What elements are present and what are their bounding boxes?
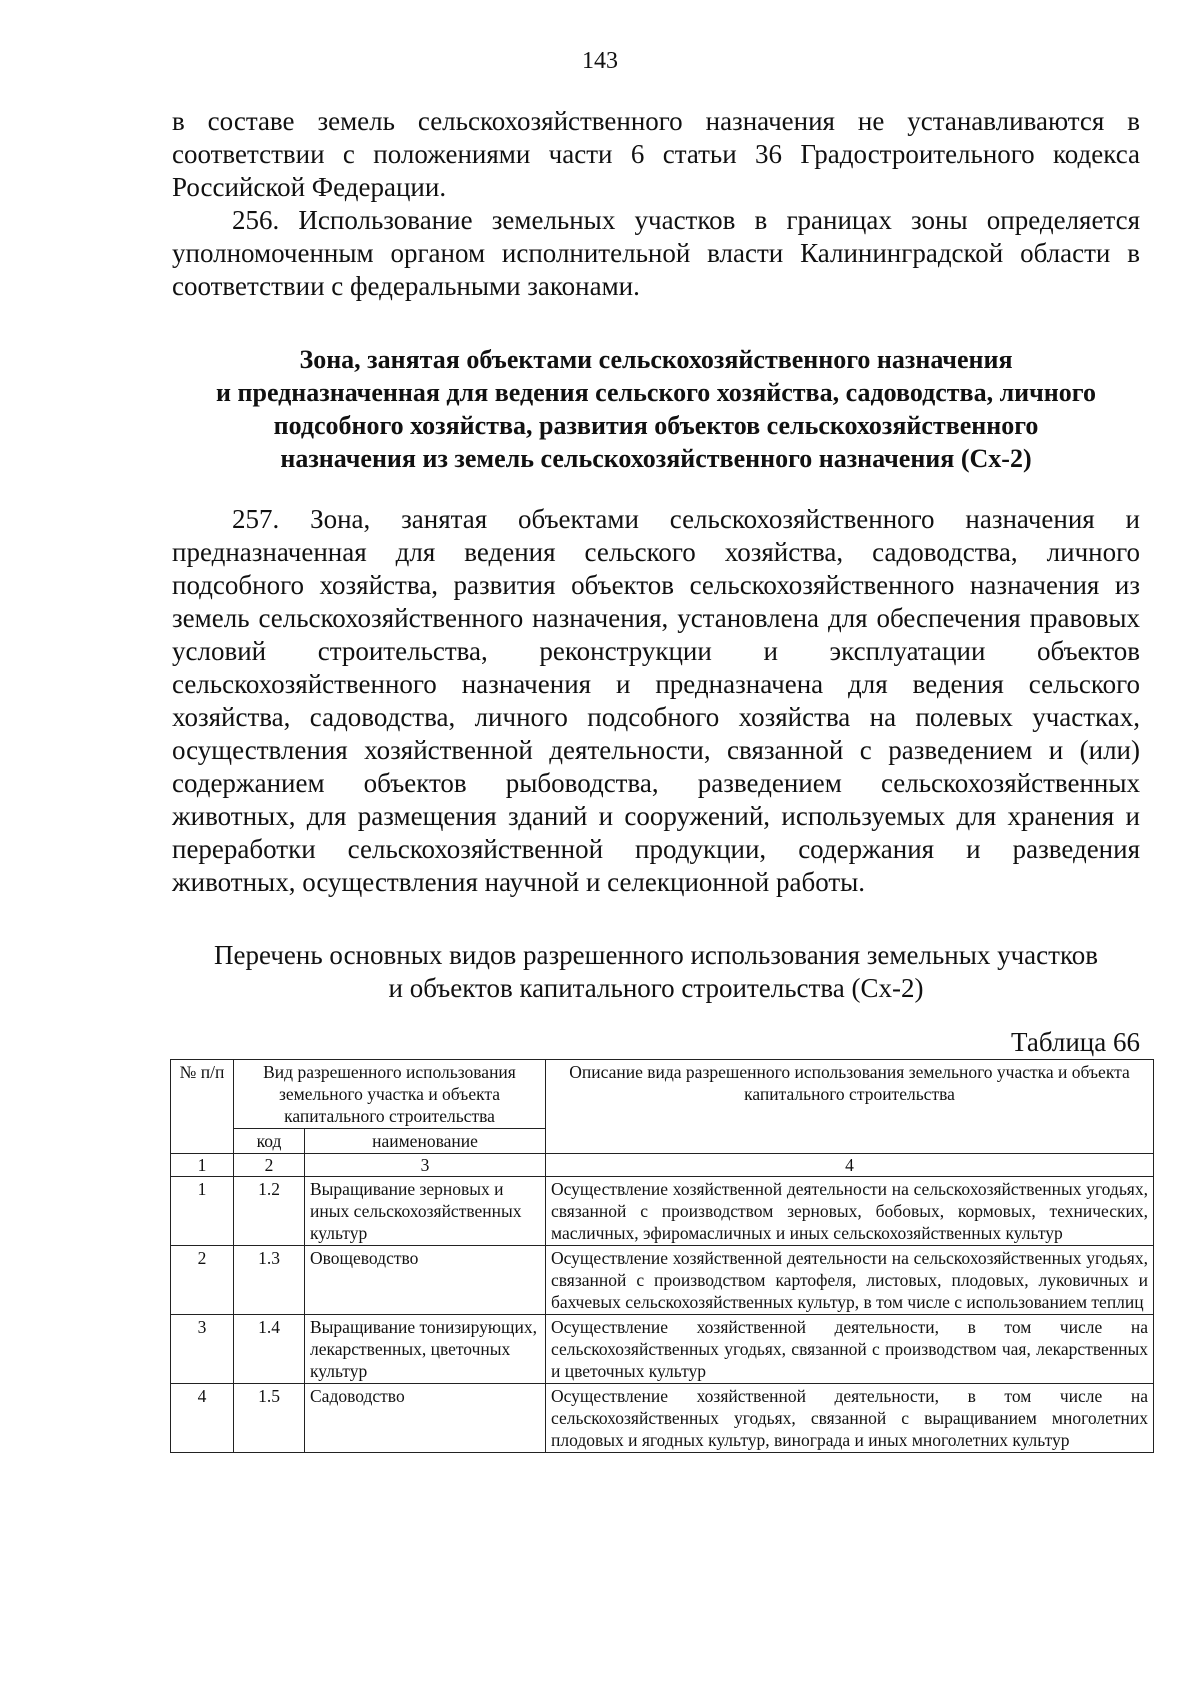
land-use-table <box>170 1059 1154 1453</box>
row-name: Выращивание зерновых и иных сельскохозяйственных культур <box>305 1177 546 1246</box>
header-description: Описание вида разрешенного использования земельного участка и объекта капитального строительства <box>546 1060 1154 1154</box>
paragraph-continuation: в составе земель сельскохозяйственного назначения не устанавливаются в соответствии с положениями части 6 статьи 36 Градостроительного кодекса Российской Федерации. <box>172 106 1140 202</box>
column-number: 1 <box>171 1154 234 1177</box>
row-num: 1 <box>171 1177 234 1246</box>
list-title-line: и объектов капитального строительства (Сх-2) <box>388 973 924 1003</box>
row-num: 4 <box>171 1384 234 1453</box>
column-number: 3 <box>305 1154 546 1177</box>
section-title <box>172 343 1140 475</box>
row-name: Садоводство <box>305 1384 546 1453</box>
row-num: 3 <box>171 1315 234 1384</box>
header-num: № п/п <box>171 1060 234 1154</box>
row-description: Осуществление хозяйственной деятельности, в том числе на сельскохозяйственных угодьях, связанной с выращиванием многолетних плодовых и ягодных культур, винограда и иных многолетних культур <box>546 1384 1154 1453</box>
paragraph-256: 256. Использование земельных участков в границах зоны определяется уполномоченным органом исполнительной власти Калининградской области в соответствии с федеральными законами. <box>172 205 1140 301</box>
table-caption: Таблица 66 <box>1011 1027 1140 1057</box>
row-name: Овощеводство <box>305 1246 546 1315</box>
paragraph-257: 257. Зона, занятая объектами сельскохозяйственного назначения и предназначенная для ведения сельского хозяйства, садоводства, личного подсобного хозяйства, развития объектов сельскохозяйственного назначения из земель сельскохозяйственного назначения, установлена для обеспечения правовых условий строительства, реконструкции и эксплуатации объектов сельскохозяйственного назначения и предназначена для ведения сельского хозяйства, садоводства, личного подсобного хозяйства на полевых участках, осуществления хозяйственной деятельности, связанной с разведением и (или) содержанием объектов рыбоводства, разведением сельскохозяйственных животных, для размещения зданий и сооружений, используемых для хранения и переработки сельскохозяйственной продукции, содержания и разведения животных, осуществления научной и селекционной работы. <box>172 504 1140 897</box>
row-name: Выращивание тонизирующих, лекарственных, цветочных культур <box>305 1315 546 1384</box>
row-code: 1.4 <box>234 1315 305 1384</box>
list-title <box>172 939 1140 1005</box>
table-row <box>171 1384 1154 1453</box>
row-code: 1.3 <box>234 1246 305 1315</box>
column-number: 2 <box>234 1154 305 1177</box>
section-title-line: назначения из земель сельскохозяйственного назначения (Сх-2) <box>280 444 1032 473</box>
header-name: наименование <box>305 1129 546 1154</box>
list-title-line: Перечень основных видов разрешенного использования земельных участков <box>214 940 1098 970</box>
section-title-line: Зона, занятая объектами сельскохозяйственного назначения <box>299 345 1013 374</box>
header-type: Вид разрешенного использования земельного участка и объекта капитального строительства <box>234 1060 546 1129</box>
row-num: 2 <box>171 1246 234 1315</box>
row-description: Осуществление хозяйственной деятельности на сельскохозяйственных угодьях, связанной с производством картофеля, листовых, плодовых, луковичных и бахчевых сельскохозяйственных культур, в том числе с использованием теплиц <box>546 1246 1154 1315</box>
row-code: 1.2 <box>234 1177 305 1246</box>
document-body <box>172 105 1148 1453</box>
row-description: Осуществление хозяйственной деятельности на сельскохозяйственных угодьях, связанной с производством зерновых, бобовых, кормовых, технических, масличных, эфиромасличных и иных сельскохозяйственных культур <box>546 1177 1154 1246</box>
section-title-line: подсобного хозяйства, развития объектов сельскохозяйственного <box>273 411 1039 440</box>
page-number: 143 <box>582 48 618 74</box>
row-description: Осуществление хозяйственной деятельности, в том числе на сельскохозяйственных угодьях, связанной с производством чая, лекарственных и цветочных культур <box>546 1315 1154 1384</box>
column-number-row <box>171 1154 1154 1177</box>
table-row <box>171 1177 1154 1246</box>
table-row <box>171 1315 1154 1384</box>
header-code: код <box>234 1129 305 1154</box>
column-number: 4 <box>546 1154 1154 1177</box>
table-row <box>171 1246 1154 1315</box>
row-code: 1.5 <box>234 1384 305 1453</box>
section-title-line: и предназначенная для ведения сельского хозяйства, садоводства, личного <box>216 378 1096 407</box>
